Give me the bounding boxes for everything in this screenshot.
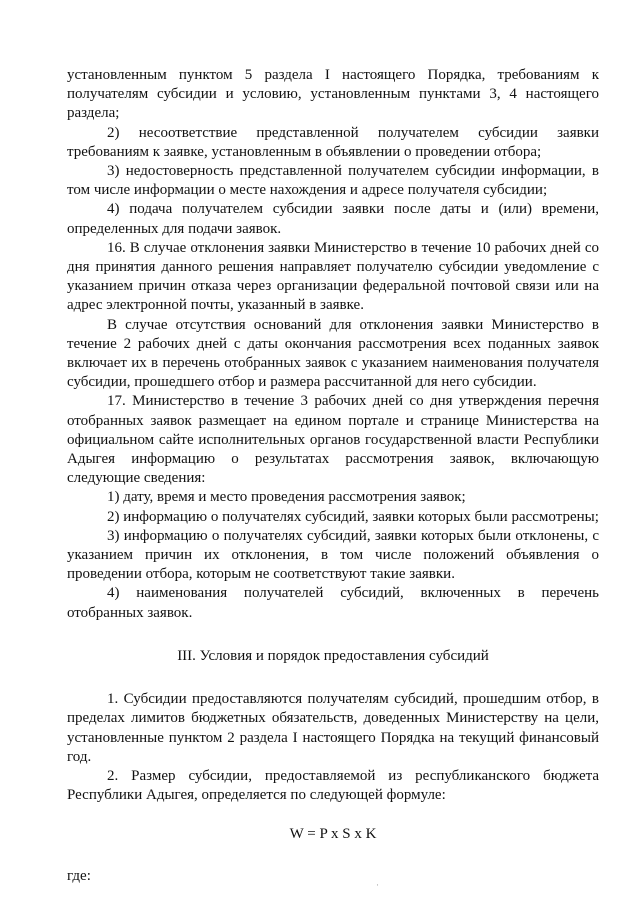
paragraph-5: В случае отсутствия оснований для отклонения заявки Министерство в течение 2 рабочих дней с даты окончания рассмотрения всех поданных заявок включает их в перечень отобранных заявок с указанием наименования получателя субсидии, прошедшего отбор и размера рассчитанной для него субсидии. (67, 316, 599, 391)
paragraph-3: 4) подача получателем субсидии заявки после даты и (или) времени, определенных для подачи заявок. (67, 201, 599, 237)
paragraph-0: установленным пунктом 5 раздела I настоящего Порядка, требованиям к получателям субсидии и условию, установленным пунктами 3, 4 настоящего раздела; (67, 67, 599, 122)
paragraph-4: 16. В случае отклонения заявки Министерство в течение 10 рабочих дней со дня принятия данного решения направляет получателю субсидии уведомление с указанием причин отказа через организации федеральной почтовой связи или на адрес электронной почты, указанный в заявке. (67, 239, 599, 314)
paragraph-10: 4) наименования получателей субсидий, включенных в перечень отобранных заявок. (67, 585, 599, 621)
where-label: где: (67, 867, 91, 884)
scan-dot: · (376, 880, 379, 890)
paragraph-7: 1) дату, время и место проведения рассмотрения заявок; (107, 489, 466, 506)
formula: W = P x S x K (289, 826, 377, 843)
paragraph-2: 3) недостоверность представленной получателем субсидии информации, в том числе информации о месте нахождения и адресе получателя субсидии; (67, 163, 599, 199)
section-paragraph-1: 2. Размер субсидии, предоставляемой из республиканского бюджета Республики Адыгея, определяется по следующей формуле: (67, 767, 599, 804)
paragraph-1: 2) несоответствие представленной получателем субсидии заявки требованиям к заявке, установленным в объявлении о проведении отбора; (67, 124, 599, 160)
document-body (67, 66, 599, 886)
paragraph-9: 3) информацию о получателях субсидий, заявки которых были отклонены, с указанием причин их отклонения, в том числе положений объявления о проведении отбора, которым не соответствуют такие заявки. (67, 527, 599, 583)
paragraph-8: 2) информацию о получателях субсидий, заявки которых были рассмотрены; (107, 508, 599, 525)
section-heading: III. Условия и порядок предоставления субсидий (177, 647, 489, 664)
section-paragraph-0: 1. Субсидии предоставляются получателям субсидий, прошедшим отбор, в пределах лимитов бюджетных обязательств, доведенных Министерству на цели, установленные пунктом 2 раздела I настоящего Порядка на текущий финансовый год. (67, 691, 599, 765)
paragraph-6: 17. Министерство в течение 3 рабочих дней со дня утверждения перечня отобранных заявок размещает на едином портале и странице Министерства на официальном сайте исполнительных органов государственной власти Республики Адыгея информацию о результатах рассмотрения заявок, включающую следующие сведения: (67, 393, 599, 487)
